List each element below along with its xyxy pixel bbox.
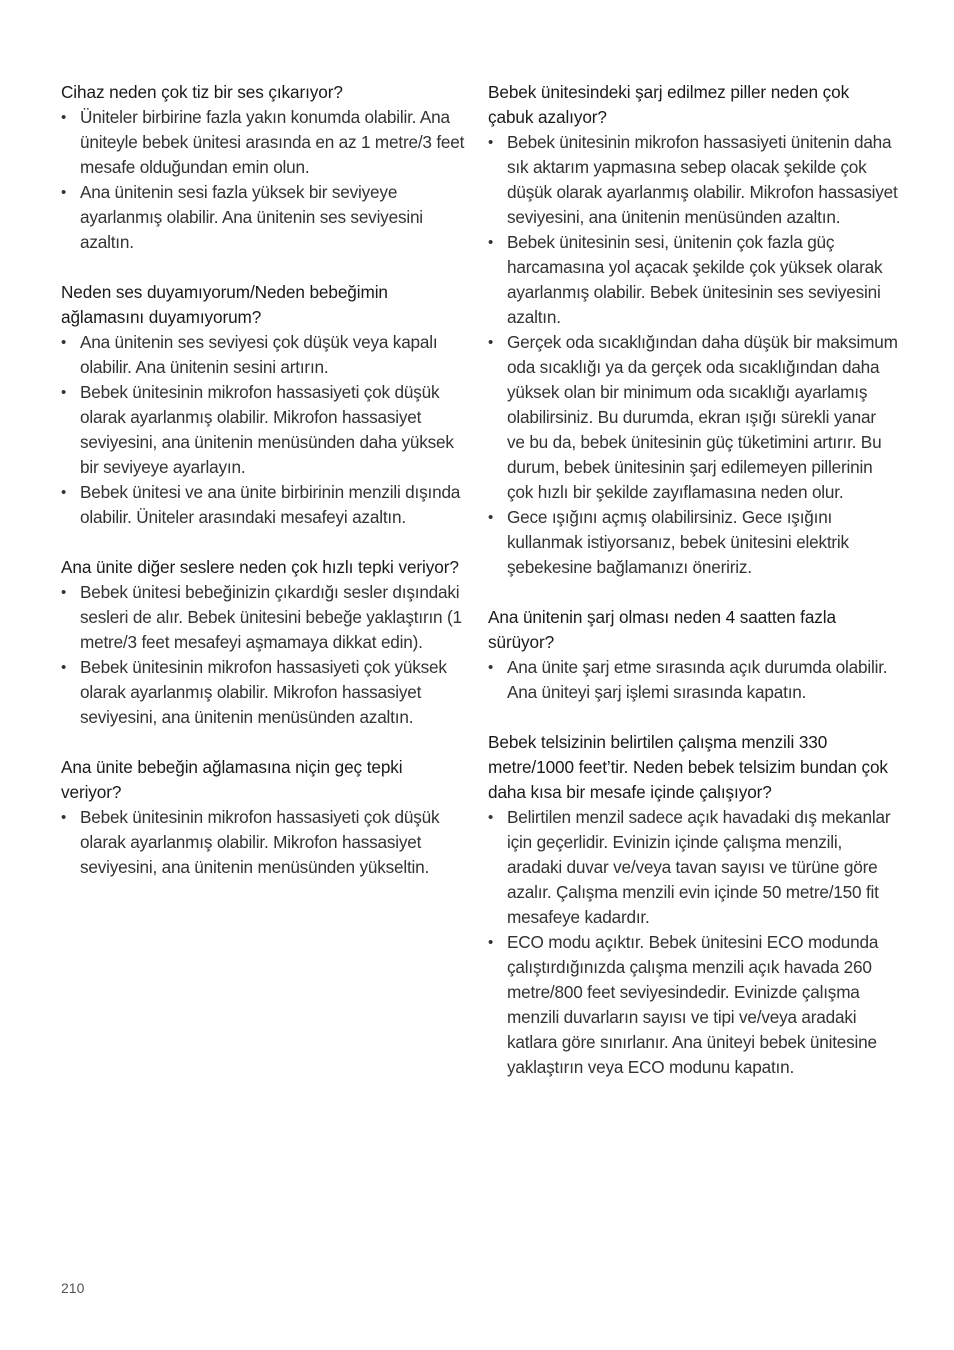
faq-answer-item (61, 580, 466, 655)
right-column (488, 80, 898, 1105)
faq-answer-list (61, 105, 466, 255)
faq-answer-item (61, 380, 466, 480)
bullet-icon: • (61, 384, 67, 401)
bullet-icon: • (61, 484, 67, 501)
bullet-icon: • (61, 184, 67, 201)
faq-answer-item (61, 655, 466, 730)
bullet-icon: • (488, 134, 494, 151)
faq-section-fast-reaction (61, 555, 466, 730)
faq-section-late-reaction (61, 755, 466, 880)
bullet-icon: • (61, 109, 67, 126)
bullet-icon: • (61, 809, 67, 826)
faq-section-batteries (488, 80, 898, 580)
faq-question: Neden ses duyamıyorum/Neden bebeğimin ağlamasını duyamıyorum? (61, 282, 388, 327)
faq-answer-item (61, 805, 466, 880)
bullet-icon: • (488, 334, 494, 351)
faq-section-operating-range (488, 730, 898, 1080)
faq-answer-item (488, 930, 898, 1080)
faq-section-shrill-noise (61, 80, 466, 255)
faq-answer-text: Bebek ünitesinin mikrofon hassasiyeti ünitenin daha sık aktarım yapmasına sebep olacak şekilde çok düşük olarak ayarlanmış olabilir. Mikrofon hassasiyet seviyesini, ana ünitenin menüsünden azaltın. (507, 132, 898, 227)
faq-answer-text: Bebek ünitesinin mikrofon hassasiyeti çok düşük olarak ayarlanmış olabilir. Mikrofon hassasiyet seviyesini, ana ünitenin menüsünden daha yüksek bir seviyeye ayarlayın. (80, 382, 454, 477)
faq-answer-text: Bebek ünitesinin mikrofon hassasiyeti çok düşük olarak ayarlanmış olabilir. Mikrofon hassasiyet seviyesini, ana ünitenin menüsünden yükseltin. (80, 807, 440, 877)
faq-answer-item (488, 130, 898, 230)
faq-question: Ana ünitenin şarj olması neden 4 saatten fazla sürüyor? (488, 607, 836, 652)
faq-answer-list (61, 805, 466, 880)
faq-question: Bebek ünitesindeki şarj edilmez piller neden çok çabuk azalıyor? (488, 82, 850, 127)
faq-answer-item (488, 655, 898, 705)
faq-answer-item (61, 180, 466, 255)
faq-answer-text: Belirtilen menzil sadece açık havadaki dış mekanlar için geçerlidir. Evinizin içinde çalışma menzili, aradaki duvar ve/veya tavan sayısı ve türüne göre azalır. Çalışma menzili evin içinde 50 metre/150 fit mesafeye kadardır. (507, 807, 891, 927)
faq-answer-text: Ana ünite şarj etme sırasında açık durumda olabilir. Ana üniteyi şarj işlemi sırasında kapatın. (507, 657, 888, 702)
faq-answer-item (488, 505, 898, 580)
faq-answer-item (488, 230, 898, 330)
faq-question: Cihaz neden çok tiz bir ses çıkarıyor? (61, 82, 343, 102)
bullet-icon: • (61, 584, 67, 601)
faq-question: Bebek telsizinin belirtilen çalışma menzili 330 metre/1000 feet’tir. Neden bebek telsizim bundan çok daha kısa bir mesafe içinde çalışıyor? (488, 732, 888, 802)
bullet-icon: • (488, 809, 494, 826)
page-number: 210 (61, 1280, 85, 1296)
faq-answer-text: Ana ünitenin ses seviyesi çok düşük veya kapalı olabilir. Ana ünitenin sesini artırın. (80, 332, 438, 377)
bullet-icon: • (488, 659, 494, 676)
faq-answer-list (61, 330, 466, 530)
faq-question: Ana ünite bebeğin ağlamasına niçin geç tepki veriyor? (61, 757, 403, 802)
bullet-icon: • (61, 334, 67, 351)
faq-section-charging-time (488, 605, 898, 705)
faq-answer-list (488, 655, 898, 705)
faq-answer-text: Bebek ünitesinin mikrofon hassasiyeti çok yüksek olarak ayarlanmış olabilir. Mikrofon hassasiyet seviyesini, ana ünitenin menüsünden azaltın. (80, 657, 447, 727)
faq-answer-text: Bebek ünitesinin sesi, ünitenin çok fazla güç harcamasına yol açacak şekilde çok yüksek olarak ayarlanmış olabilir. Bebek ünitesinin ses seviyesini azaltın. (507, 232, 883, 327)
faq-answer-text: Gece ışığını açmış olabilirsiniz. Gece ışığını kullanmak istiyorsanız, bebek ünitesini elektrik şebekesine bağlamanızı öneririz. (507, 507, 849, 577)
faq-question: Ana ünite diğer seslere neden çok hızlı tepki veriyor? (61, 557, 459, 577)
faq-answer-text: Bebek ünitesi bebeğinizin çıkardığı sesler dışındaki sesleri de alır. Bebek ünitesini bebeğe yaklaştırın (1 metre/3 feet mesafeyi aşmamaya dikkat edin). (80, 582, 462, 652)
faq-answer-list (488, 805, 898, 1080)
faq-answer-text: Üniteler birbirine fazla yakın konumda olabilir. Ana üniteyle bebek ünitesi arasında en az 1 metre/3 feet mesafe olduğundan emin olun. (80, 107, 465, 177)
faq-answer-item (61, 480, 466, 530)
faq-answer-text: Ana ünitenin sesi fazla yüksek bir seviyeye ayarlanmış olabilir. Ana ünitenin ses seviyesini azaltın. (80, 182, 423, 252)
faq-answer-item (488, 805, 898, 930)
bullet-icon: • (488, 234, 494, 251)
faq-answer-text: Gerçek oda sıcaklığından daha düşük bir maksimum oda sıcaklığı ya da gerçek oda sıcaklığından daha yüksek olan bir minimum oda sıcaklığı ayarlamış olabilirsiniz. Bu durumda, ekran ışığı sürekli yanar ve bu da, bebek ünitesinin güç tüketimini artırır. Bu durum, bebek ünitesinin şarj edilemeyen pillerinin çok hızlı bir şekilde zayıflamasına neden olur. (507, 332, 898, 502)
faq-answer-item (61, 330, 466, 380)
bullet-icon: • (61, 659, 67, 676)
faq-answer-list (61, 580, 466, 730)
faq-answer-item (488, 330, 898, 505)
faq-section-no-sound (61, 280, 466, 530)
bullet-icon: • (488, 509, 494, 526)
faq-answer-item (61, 105, 466, 180)
bullet-icon: • (488, 934, 494, 951)
faq-answer-text: ECO modu açıktır. Bebek ünitesini ECO modunda çalıştırdığınızda çalışma menzili açık havada 260 metre/800 feet seviyesindedir. Evinizde çalışma menzili duvarların sayısı ve tipi ve/veya aradaki katlara göre sınırlanır. Ana üniteyi bebek ünitesine yaklaştırın veya ECO modunu kapatın. (507, 932, 879, 1077)
left-column (61, 80, 466, 905)
faq-answer-list (488, 130, 898, 580)
faq-answer-text: Bebek ünitesi ve ana ünite birbirinin menzili dışında olabilir. Üniteler arasındaki mesafeyi azaltın. (80, 482, 461, 527)
